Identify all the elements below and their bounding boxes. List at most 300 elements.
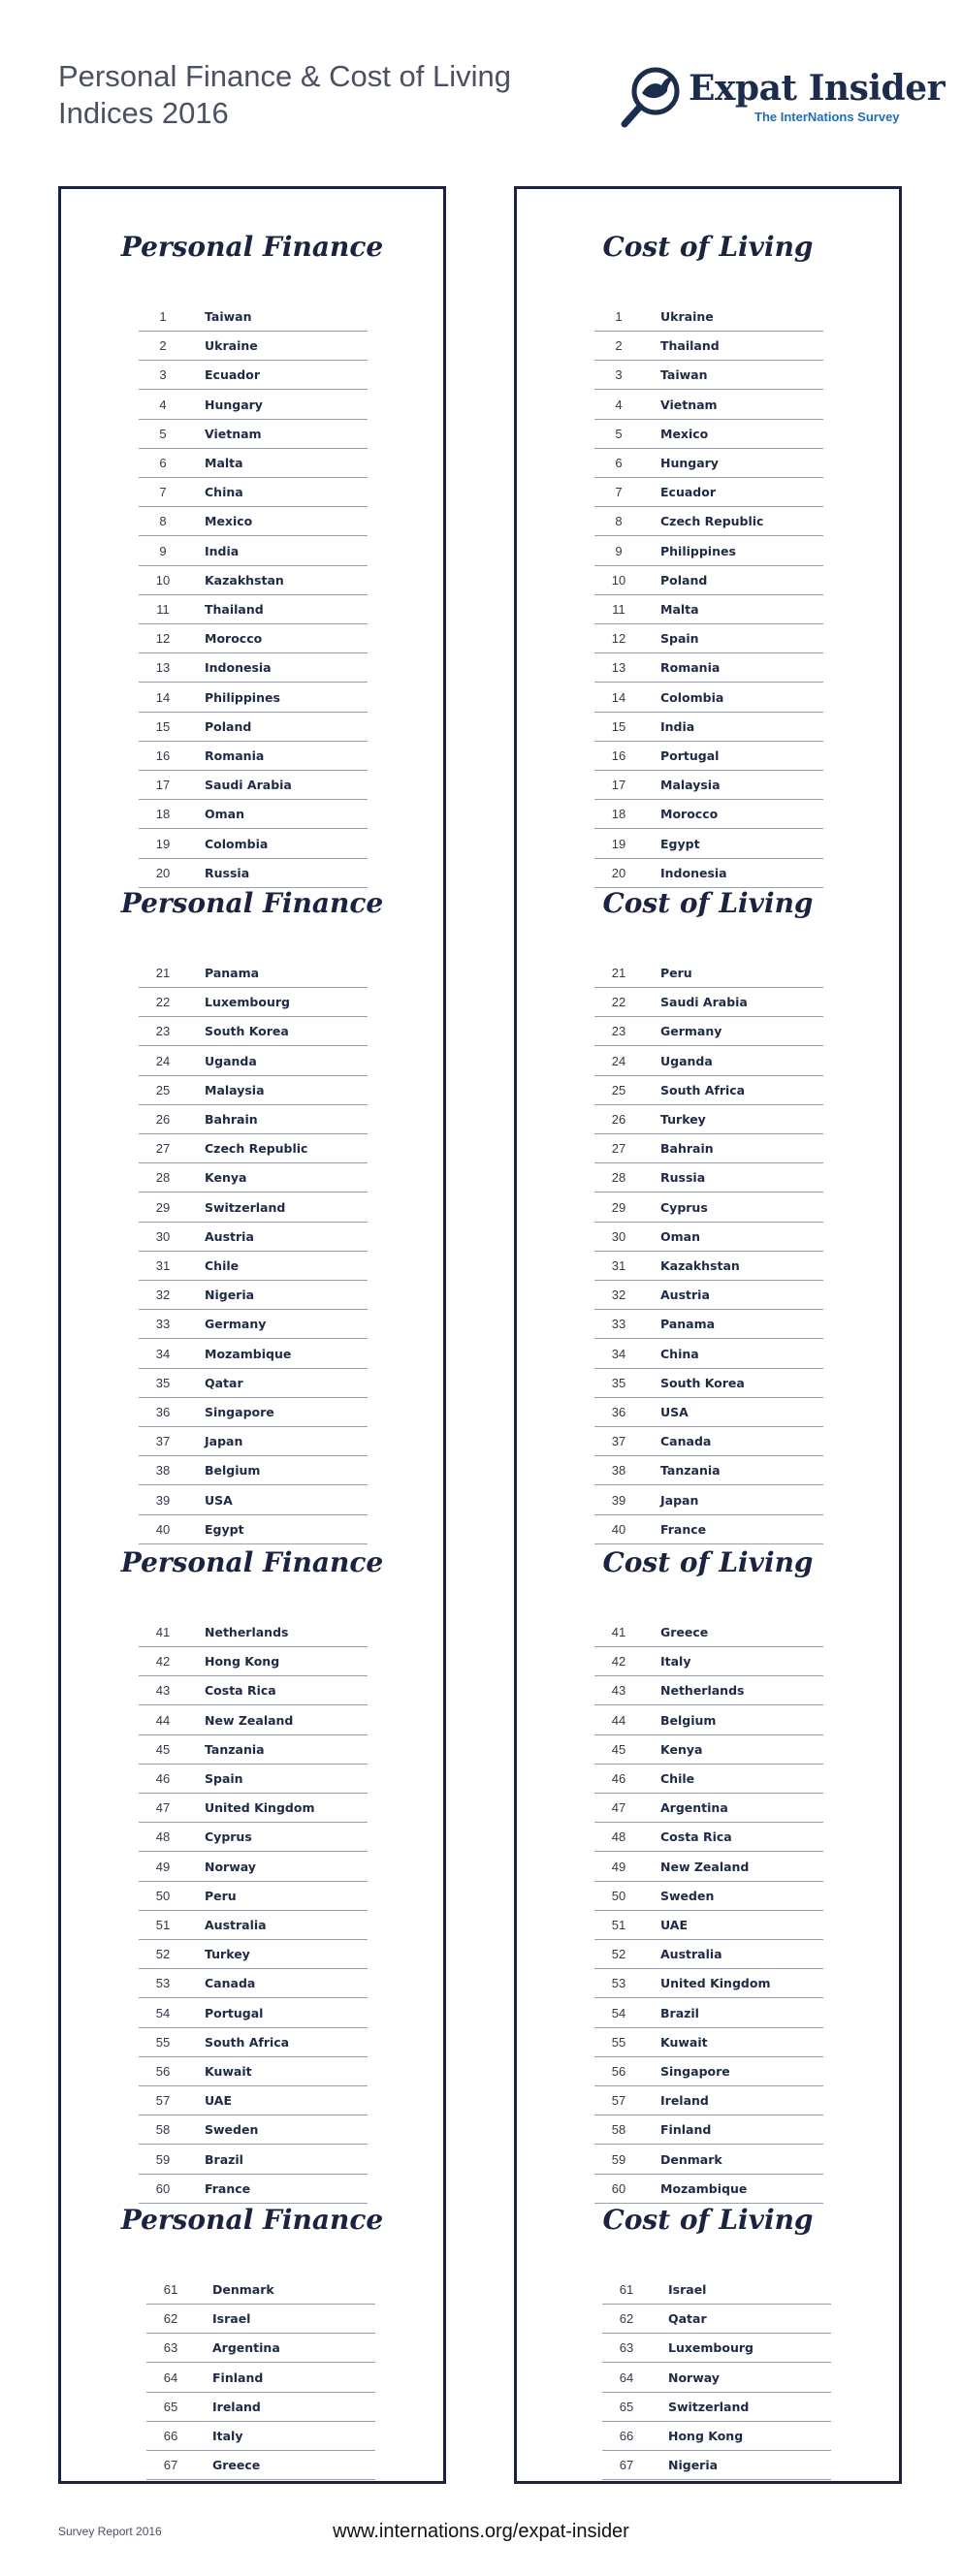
- rank-number: 12: [611, 631, 626, 647]
- country-name: Kuwait: [660, 2034, 708, 2050]
- country-name: Canada: [205, 1976, 256, 1991]
- ranking-row: [139, 1485, 368, 1515]
- ranking-row: [594, 1075, 823, 1105]
- ranking-section: [61, 2199, 443, 2473]
- rank-number: 36: [611, 1405, 626, 1419]
- country-name: Luxembourg: [668, 2340, 754, 2356]
- rank-number: 67: [619, 2458, 634, 2473]
- ranking-row: [594, 331, 823, 361]
- country-name: Hong Kong: [205, 1654, 280, 1670]
- ranking-row: [139, 1251, 368, 1281]
- country-name: Poland: [660, 572, 708, 588]
- rank-number: 31: [611, 1258, 626, 1273]
- rank-number: 28: [611, 1170, 626, 1186]
- section-title: Cost of Living: [602, 2204, 814, 2236]
- rank-number: 4: [615, 397, 623, 412]
- logo-tagline: The InterNations Survey: [754, 110, 900, 124]
- country-name: Czech Republic: [660, 514, 764, 529]
- country-name: South Africa: [205, 2034, 290, 2050]
- ranking-row: [139, 958, 368, 988]
- country-name: Philippines: [205, 689, 280, 705]
- country-name: Philippines: [660, 543, 736, 558]
- country-name: Israel: [668, 2282, 707, 2297]
- rank-number: 14: [155, 689, 171, 705]
- rank-number: 26: [155, 1112, 171, 1127]
- country-name: Colombia: [205, 836, 269, 851]
- ranking-row: [139, 565, 368, 595]
- country-name: Nigeria: [668, 2458, 719, 2473]
- rank-number: 63: [619, 2340, 634, 2356]
- rank-number: 45: [611, 1741, 626, 1757]
- personal-finance-panel: [58, 186, 446, 2484]
- rank-number: 50: [611, 1888, 626, 1903]
- ranking-section: [61, 882, 443, 1537]
- rank-number: 10: [155, 572, 171, 588]
- country-name: Argentina: [212, 2340, 280, 2356]
- ranking-row: [594, 1734, 823, 1765]
- ranking-row: [594, 1397, 823, 1427]
- section-title: Personal Finance: [120, 231, 384, 263]
- rank-number: 49: [611, 1859, 626, 1874]
- country-name: UAE: [205, 2093, 232, 2109]
- section-title: Personal Finance: [120, 1546, 384, 1578]
- rank-number: 27: [611, 1141, 626, 1157]
- country-name: Nigeria: [205, 1288, 255, 1303]
- rank-number: 24: [155, 1053, 171, 1068]
- rank-number: 64: [619, 2369, 634, 2385]
- rank-number: 62: [619, 2311, 634, 2327]
- ranking-row: [139, 2085, 368, 2115]
- rank-number: 50: [155, 1888, 171, 1903]
- ranking-row: [139, 1162, 368, 1193]
- ranking-row: [146, 2421, 375, 2451]
- country-name: Saudi Arabia: [205, 778, 292, 793]
- rank-number: 40: [155, 1521, 171, 1537]
- country-name: Denmark: [212, 2282, 274, 2297]
- ranking-row: [594, 1309, 823, 1339]
- ranking-row: [139, 477, 368, 507]
- country-name: Portugal: [660, 748, 720, 763]
- rank-number: 23: [611, 1024, 626, 1039]
- ranking-row: [594, 1675, 823, 1705]
- country-name: Mozambique: [205, 1346, 292, 1361]
- country-name: Malaysia: [205, 1082, 265, 1097]
- ranking-row: [594, 652, 823, 683]
- rank-number: 10: [611, 572, 626, 588]
- rank-number: 21: [155, 966, 171, 980]
- ranking-row: [146, 2333, 375, 2363]
- ranking-section: [517, 2199, 899, 2473]
- country-name: Luxembourg: [205, 995, 290, 1010]
- ranking-row: [139, 331, 368, 361]
- rank-number: 2: [615, 338, 623, 354]
- country-name: Belgium: [205, 1463, 261, 1479]
- section-title: Cost of Living: [602, 887, 814, 919]
- country-name: Switzerland: [668, 2399, 750, 2414]
- rank-number: 60: [611, 2180, 626, 2196]
- ranking-row: [139, 1280, 368, 1310]
- rank-number: 33: [611, 1317, 626, 1332]
- rank-number: 16: [611, 748, 626, 763]
- ranking-row: [139, 1617, 368, 1647]
- ranking-row: [139, 1822, 368, 1852]
- country-name: Mexico: [205, 514, 253, 529]
- rank-number: 11: [612, 602, 625, 617]
- country-name: USA: [205, 1492, 233, 1508]
- ranking-row: [594, 1368, 823, 1398]
- ranking-row: [139, 623, 368, 653]
- ranking-row: [594, 958, 823, 988]
- country-name: Brazil: [205, 2151, 243, 2167]
- ranking-row: [594, 1016, 823, 1046]
- rank-number: 16: [155, 748, 171, 763]
- rank-number: 59: [611, 2151, 626, 2167]
- country-name: Vietnam: [205, 426, 262, 441]
- rank-number: 1: [615, 309, 623, 324]
- country-name: Germany: [660, 1024, 722, 1039]
- country-name: Netherlands: [660, 1683, 745, 1699]
- ranking-row: [139, 1646, 368, 1676]
- footer-url: www.internations.org/expat-insider: [333, 2521, 629, 2542]
- country-name: Morocco: [660, 807, 719, 822]
- country-name: Israel: [212, 2311, 251, 2327]
- ranking-section: [517, 882, 899, 1537]
- country-name: Malta: [205, 456, 243, 470]
- country-name: Sweden: [660, 1888, 715, 1903]
- country-name: Australia: [205, 1918, 267, 1932]
- rank-number: 58: [611, 2122, 626, 2138]
- rank-number: 23: [155, 1024, 171, 1039]
- rank-number: 29: [611, 1199, 626, 1215]
- country-name: Denmark: [660, 2151, 722, 2167]
- country-name: Uganda: [660, 1053, 713, 1068]
- ranking-row: [139, 987, 368, 1017]
- rank-number: 43: [611, 1683, 626, 1699]
- country-name: Chile: [205, 1258, 240, 1273]
- rank-number: 44: [611, 1712, 626, 1728]
- country-name: UAE: [660, 1918, 688, 1932]
- country-name: Hungary: [660, 456, 719, 470]
- rank-number: 7: [159, 485, 167, 500]
- country-name: Kenya: [660, 1741, 703, 1757]
- ranking-row: [139, 1016, 368, 1046]
- ranking-row: [139, 829, 368, 859]
- rank-number: 49: [155, 1859, 171, 1874]
- rank-number: 42: [611, 1654, 626, 1670]
- rank-number: 54: [155, 2005, 171, 2020]
- country-name: France: [205, 2180, 251, 2196]
- ranking-row: [139, 536, 368, 566]
- rank-number: 48: [155, 1829, 171, 1845]
- section-title: Personal Finance: [120, 2204, 384, 2236]
- rank-number: 2: [159, 338, 167, 354]
- ranking-row: [594, 1968, 823, 1998]
- section-title: Cost of Living: [602, 1546, 814, 1578]
- ranking-row: [594, 477, 823, 507]
- rank-number: 15: [155, 718, 171, 734]
- rank-number: 5: [159, 426, 167, 441]
- rank-number: 41: [611, 1625, 626, 1639]
- rank-number: 55: [611, 2034, 626, 2050]
- ranking-row: [139, 1705, 368, 1735]
- ranking-section: [61, 226, 443, 880]
- rank-number: 59: [155, 2151, 171, 2167]
- ranking-row: [139, 1104, 368, 1134]
- country-name: Portugal: [205, 2005, 264, 2020]
- ranking-row: [594, 448, 823, 478]
- ranking-row: [139, 1426, 368, 1456]
- country-name: Ireland: [660, 2093, 709, 2109]
- country-name: Canada: [660, 1434, 712, 1449]
- rank-number: 28: [155, 1170, 171, 1186]
- country-name: New Zealand: [660, 1859, 750, 1874]
- ranking-row: [139, 506, 368, 536]
- ranking-row: [594, 1910, 823, 1940]
- country-name: Kenya: [205, 1170, 247, 1186]
- ranking-row: [594, 1104, 823, 1134]
- rank-number: 9: [615, 543, 623, 558]
- ranking-row: [594, 506, 823, 536]
- ranking-row: [139, 448, 368, 478]
- country-name: Indonesia: [660, 865, 727, 880]
- ranking-row: [139, 770, 368, 800]
- ranking-row: [594, 1485, 823, 1515]
- country-name: Cyprus: [660, 1199, 708, 1215]
- rank-number: 22: [155, 995, 171, 1010]
- country-name: Kazakhstan: [660, 1258, 740, 1273]
- country-name: India: [205, 543, 240, 558]
- country-name: Austria: [660, 1288, 710, 1303]
- country-name: Romania: [660, 660, 721, 676]
- page-title: [58, 58, 511, 132]
- rank-number: 51: [155, 1918, 171, 1932]
- rank-number: 14: [611, 689, 626, 705]
- rank-number: 8: [615, 514, 623, 529]
- country-name: Mexico: [660, 426, 709, 441]
- country-name: Finland: [660, 2122, 712, 2138]
- country-name: Czech Republic: [205, 1141, 308, 1157]
- rank-number: 4: [159, 397, 167, 412]
- ranking-row: [594, 360, 823, 390]
- rank-number: 34: [155, 1346, 171, 1361]
- country-name: Switzerland: [205, 1199, 286, 1215]
- ranking-row: [139, 741, 368, 771]
- rank-number: 45: [155, 1741, 171, 1757]
- country-name: Tanzania: [205, 1741, 265, 1757]
- ranking-row: [594, 829, 823, 859]
- ranking-row: [594, 1793, 823, 1823]
- ranking-row: [594, 1705, 823, 1735]
- ranking-row: [602, 2392, 831, 2422]
- ranking-row: [602, 2421, 831, 2451]
- ranking-row: [139, 683, 368, 713]
- country-name: USA: [660, 1405, 689, 1419]
- ranking-row: [594, 2115, 823, 2145]
- ranking-section: [517, 1542, 899, 2196]
- rank-number: 25: [155, 1082, 171, 1097]
- rank-number: 26: [611, 1112, 626, 1127]
- ranking-row: [139, 1397, 368, 1427]
- ranking-row: [594, 1046, 823, 1076]
- rank-number: 20: [155, 865, 171, 880]
- ranking-row: [594, 1339, 823, 1369]
- ranking-row: [602, 2363, 831, 2393]
- country-name: Russia: [205, 865, 250, 880]
- country-name: Tanzania: [660, 1463, 721, 1479]
- country-name: Austria: [205, 1228, 254, 1244]
- ranking-row: [139, 1764, 368, 1794]
- ranking-row: [139, 302, 368, 332]
- country-name: Chile: [660, 1771, 695, 1786]
- country-name: Saudi Arabia: [660, 995, 748, 1010]
- ranking-row: [594, 419, 823, 449]
- ranking-row: [146, 2363, 375, 2393]
- ranking-row: [594, 565, 823, 595]
- rank-number: 38: [155, 1463, 171, 1479]
- country-name: Poland: [205, 718, 252, 734]
- page-title-line-1: Personal Finance & Cost of Living: [58, 59, 511, 93]
- rank-number: 60: [155, 2180, 171, 2196]
- rank-number: 3: [159, 367, 167, 383]
- country-name: Taiwan: [205, 309, 252, 324]
- rank-number: 33: [155, 1317, 171, 1332]
- country-name: Ukraine: [660, 309, 714, 324]
- ranking-row: [594, 1646, 823, 1676]
- country-name: Costa Rica: [660, 1829, 732, 1845]
- country-name: South Korea: [660, 1375, 745, 1390]
- ranking-row: [594, 1617, 823, 1647]
- country-name: Vietnam: [660, 397, 718, 412]
- country-name: Japan: [660, 1492, 699, 1508]
- ranking-row: [594, 2085, 823, 2115]
- country-name: Oman: [660, 1228, 700, 1244]
- rank-number: 13: [155, 660, 171, 676]
- rank-number: 61: [619, 2282, 634, 2297]
- rank-number: 65: [619, 2399, 634, 2414]
- rank-number: 64: [163, 2369, 178, 2385]
- country-name: Bahrain: [660, 1141, 714, 1157]
- country-name: Finland: [212, 2369, 264, 2385]
- country-name: Uganda: [205, 1053, 257, 1068]
- country-name: Malta: [660, 602, 699, 617]
- rank-number: 37: [611, 1434, 626, 1449]
- cost-of-living-panel: [514, 186, 902, 2484]
- country-name: Hungary: [205, 397, 263, 412]
- country-name: Spain: [660, 631, 699, 647]
- rank-number: 9: [159, 543, 167, 558]
- ranking-row: [594, 1251, 823, 1281]
- rank-number: 67: [163, 2458, 178, 2473]
- country-name: Turkey: [660, 1112, 706, 1127]
- country-name: Costa Rica: [205, 1683, 276, 1699]
- rank-number: 44: [155, 1712, 171, 1728]
- ranking-row: [594, 2145, 823, 2175]
- ranking-row: [146, 2392, 375, 2422]
- rank-number: 20: [611, 865, 626, 880]
- country-name: Kuwait: [205, 2064, 252, 2079]
- ranking-row: [139, 652, 368, 683]
- country-name: Indonesia: [205, 660, 272, 676]
- ranking-row: [139, 1998, 368, 2028]
- country-name: Mozambique: [660, 2180, 748, 2196]
- country-name: Romania: [205, 748, 265, 763]
- rank-number: 38: [611, 1463, 626, 1479]
- rank-number: 39: [611, 1492, 626, 1508]
- ranking-row: [139, 1514, 368, 1544]
- ranking-row: [594, 770, 823, 800]
- logo-name: Expat Insider: [689, 68, 946, 109]
- ranking-row: [139, 1339, 368, 1369]
- ranking-row: [139, 1455, 368, 1485]
- rank-number: 19: [611, 836, 626, 851]
- ranking-row: [139, 1910, 368, 1940]
- rank-number: 22: [611, 995, 626, 1010]
- rank-number: 17: [611, 778, 626, 793]
- country-name: Hong Kong: [668, 2429, 744, 2443]
- rank-number: 35: [611, 1375, 626, 1390]
- ranking-row: [139, 390, 368, 420]
- rank-number: 46: [155, 1771, 171, 1786]
- rank-number: 57: [611, 2093, 626, 2109]
- ranking-row: [602, 2304, 831, 2334]
- rank-number: 29: [155, 1199, 171, 1215]
- ranking-row: [139, 1968, 368, 1998]
- ranking-row: [139, 1046, 368, 1076]
- country-name: Panama: [660, 1317, 716, 1332]
- rank-number: 18: [611, 807, 626, 822]
- ranking-row: [594, 712, 823, 742]
- ranking-row: [139, 419, 368, 449]
- country-name: Kazakhstan: [205, 572, 284, 588]
- country-name: Greece: [212, 2458, 261, 2473]
- country-name: China: [205, 485, 243, 500]
- rank-number: 32: [155, 1288, 171, 1303]
- ranking-row: [139, 1075, 368, 1105]
- ranking-row: [594, 1162, 823, 1193]
- ranking-row: [594, 1455, 823, 1485]
- ranking-section: [61, 1542, 443, 2196]
- rank-number: 13: [611, 660, 626, 676]
- rank-number: 42: [155, 1654, 171, 1670]
- ranking-row: [139, 2115, 368, 2145]
- rank-number: 17: [155, 778, 171, 793]
- country-name: Bahrain: [205, 1112, 258, 1127]
- ranking-row: [139, 799, 368, 829]
- rank-number: 57: [155, 2093, 171, 2109]
- rank-number: 47: [611, 1800, 626, 1816]
- country-name: South Africa: [660, 1082, 746, 1097]
- ranking-row: [146, 2450, 375, 2480]
- country-name: Singapore: [205, 1405, 274, 1419]
- country-name: New Zealand: [205, 1712, 294, 1728]
- page-title-line-2: Indices 2016: [58, 96, 229, 130]
- section-title: Personal Finance: [120, 887, 384, 919]
- ranking-row: [594, 1280, 823, 1310]
- rank-number: 62: [163, 2311, 178, 2327]
- ranking-row: [602, 2450, 831, 2480]
- country-name: Peru: [205, 1888, 237, 1903]
- country-name: Spain: [205, 1771, 243, 1786]
- ranking-row: [594, 799, 823, 829]
- rank-number: 47: [155, 1800, 171, 1816]
- rank-number: 46: [611, 1771, 626, 1786]
- ranking-row: [594, 1998, 823, 2028]
- country-name: Qatar: [668, 2311, 707, 2327]
- magnifier-bird-icon: [619, 64, 687, 132]
- country-name: Colombia: [660, 689, 724, 705]
- country-name: Morocco: [205, 631, 263, 647]
- country-name: United Kingdom: [660, 1976, 771, 1991]
